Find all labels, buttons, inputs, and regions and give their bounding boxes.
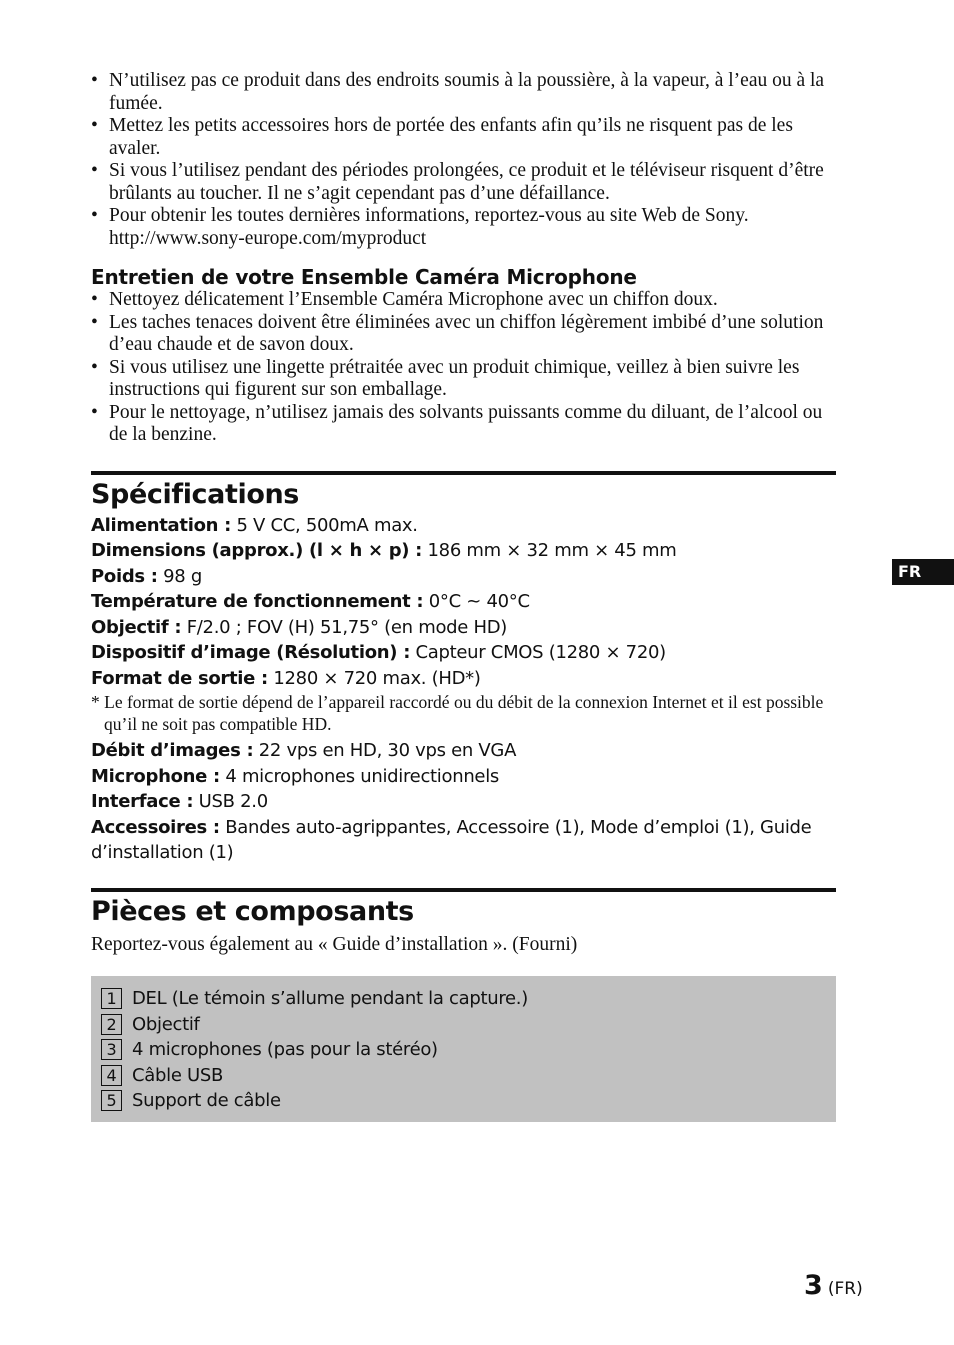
- list-item: • Pour obtenir les toutes dernières informations, reportez-vous au site Web de Sony.: [91, 205, 836, 228]
- part-label: 4 microphones (pas pour la stéréo): [132, 1039, 438, 1060]
- spec-row: [91, 815, 836, 866]
- list-item: [101, 1012, 826, 1038]
- spec-value: 1280 × 720 max. (HD*): [273, 667, 481, 689]
- spec-label: Dispositif d’image (Résolution) :: [91, 642, 411, 663]
- spec-row: [91, 789, 836, 815]
- list-item: [101, 1088, 826, 1114]
- language-tab: FR: [892, 559, 954, 585]
- page-number: [804, 1270, 863, 1301]
- page-number-suffix: (FR): [827, 1279, 863, 1299]
- list-item: • N’utilisez pas ce produit dans des endroits soumis à la poussière, à la vapeur, à l’eau ou à la fumée.: [91, 70, 836, 115]
- spec-row: [91, 615, 836, 641]
- parts-list-box: [91, 976, 836, 1122]
- spec-row: [91, 564, 836, 590]
- parts-heading: Pièces et composants: [91, 895, 414, 927]
- spec-value: Capteur CMOS (1280 × 720): [415, 642, 666, 663]
- spec-value: F/2.0 ; FOV (H) 51,75° (en mode HD): [186, 616, 507, 638]
- spec-value: 186 mm × 32 mm × 45 mm: [427, 540, 677, 561]
- spec-label: Température de fonctionnement :: [91, 591, 424, 612]
- spec-value: Bandes auto-agrippantes, Accessoire (1), Mode d’emploi (1), Guide d’installation (1): [91, 816, 812, 863]
- spec-value: 4 microphones unidirectionnels: [225, 765, 499, 787]
- page-content: [91, 0, 836, 1122]
- spec-row: [91, 538, 836, 564]
- list-item: • Les taches tenaces doivent être éliminées avec un chiffon légèrement imbibé d’une solution d’eau chaude et de savon doux.: [91, 312, 836, 357]
- spec-row: [91, 764, 836, 790]
- spec-label: Objectif :: [91, 616, 182, 638]
- part-number: 1: [101, 988, 122, 1009]
- spec-footnote: * Le format de sortie dépend de l’appareil raccordé ou du débit de la connexion Internet et il est possible qu’il ne soit pas compatible HD.: [91, 692, 824, 734]
- part-label: DEL (Le témoin s’allume pendant la capture.): [132, 988, 528, 1009]
- spec-label: Alimentation :: [91, 514, 232, 536]
- spec-label: Interface :: [91, 791, 194, 812]
- spec-row: [91, 589, 836, 615]
- spec-label: Débit d’images :: [91, 740, 254, 761]
- maintenance-heading: Entretien de votre Ensemble Caméra Microphone: [91, 265, 637, 289]
- spec-label: Format de sortie :: [91, 667, 268, 689]
- spec-row: [91, 738, 836, 764]
- spec-value: 98 g: [163, 565, 202, 587]
- part-label: Support de câble: [132, 1090, 281, 1111]
- list-item: [101, 1037, 826, 1063]
- list-item: • Si vous utilisez une lingette prétraitée avec un produit chimique, veillez à bien suivre les instructions qui figurent sur son emballage.: [91, 357, 836, 402]
- list-item: • Si vous l’utilisez pendant des périodes prolongées, ce produit et le téléviseur risquent d’être brûlants au toucher. Il ne s’agit cependant pas d’une défaillance.: [91, 160, 836, 205]
- specifications-heading: Spécifications: [91, 478, 299, 510]
- part-number: 3: [101, 1039, 122, 1060]
- part-number: 4: [101, 1065, 122, 1086]
- spec-label: Accessoires :: [91, 816, 220, 838]
- spec-row: [91, 640, 836, 666]
- list-item: • Nettoyez délicatement l’Ensemble Caméra Microphone avec un chiffon doux.: [91, 289, 836, 312]
- list-item: [101, 1063, 826, 1089]
- spec-row: [91, 513, 836, 539]
- list-item: • Mettez les petits accessoires hors de portée des enfants afin qu’ils ne risquent pas de les avaler.: [91, 115, 836, 160]
- part-label: Objectif: [132, 1013, 200, 1035]
- spec-value: 5 V CC, 500mA max.: [236, 514, 418, 536]
- section-divider: [91, 888, 836, 892]
- spec-value: 0°C ~ 40°C: [428, 591, 530, 612]
- spec-label: Poids :: [91, 565, 158, 587]
- maintenance-bullet-list: [91, 289, 836, 447]
- sony-url: http://www.sony-europe.com/myproduct: [109, 227, 427, 249]
- page-number-value: 3: [804, 1270, 823, 1301]
- spec-value: 22 vps en HD, 30 vps en VGA: [258, 740, 517, 761]
- intro-bullet-list: [91, 70, 836, 228]
- spec-label: Microphone :: [91, 765, 220, 787]
- part-label: Câble USB: [132, 1064, 224, 1086]
- list-item: [101, 986, 826, 1012]
- parts-intro: Reportez-vous également au « Guide d’installation ». (Fourni): [91, 933, 578, 955]
- list-item: • Pour le nettoyage, n’utilisez jamais des solvants puissants comme du diluant, de l’alcool ou de la benzine.: [91, 402, 836, 447]
- part-number: 2: [101, 1014, 122, 1035]
- spec-label: Dimensions (approx.) (l × h × p) :: [91, 540, 423, 561]
- part-number: 5: [101, 1090, 122, 1111]
- section-divider: [91, 471, 836, 475]
- spec-row: [91, 666, 836, 692]
- spec-value: USB 2.0: [198, 791, 268, 812]
